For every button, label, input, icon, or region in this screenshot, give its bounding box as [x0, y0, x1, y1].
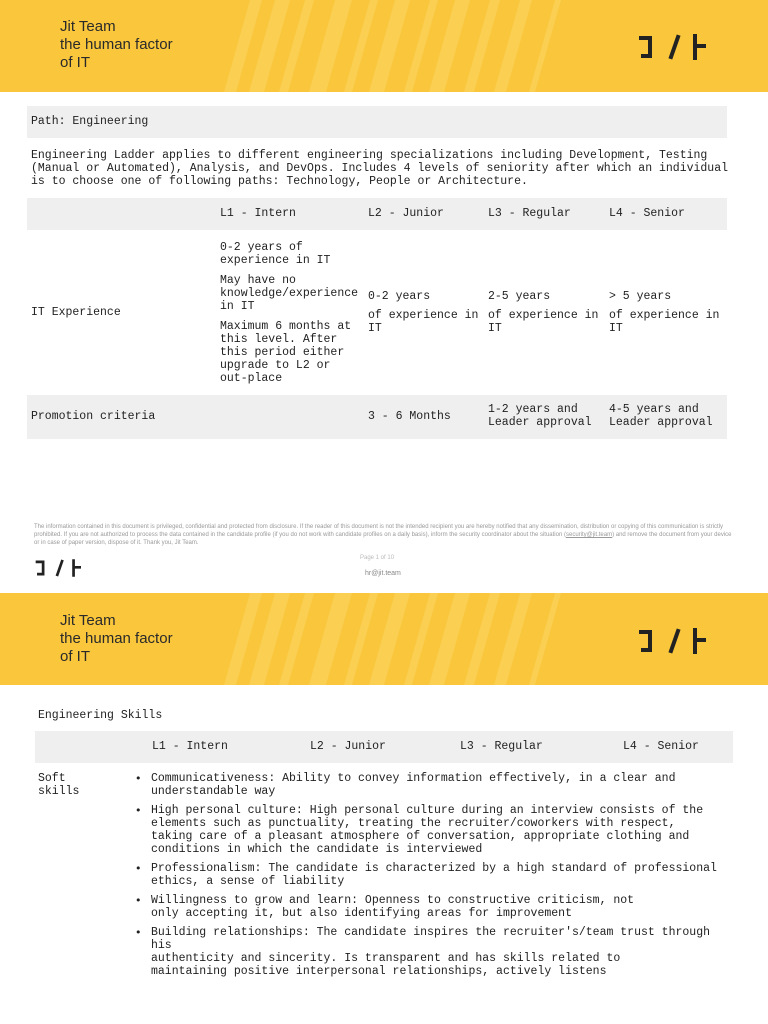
row-label: Promotion criteria: [31, 410, 156, 423]
table-cell: 2-5 years: [488, 290, 551, 303]
confidentiality-disclaimer: [34, 523, 734, 547]
brand-tagline-line: of IT: [60, 648, 91, 665]
table-cell: 1-2 years and Leader approval: [488, 403, 592, 429]
column-header: L1 - Intern: [152, 740, 228, 753]
security-email-link[interactable]: security@jit.team: [565, 532, 613, 538]
list-item: • Building relationships: The candidate inspires the recruiter's/team trust through his authenticity and sincerity. Is transparent and has skills related to maintaining positive interpersonal relationships, actively listens: [133, 926, 733, 978]
table-cell: 4-5 years and Leader approval: [609, 403, 713, 429]
disclaimer-text-end: ) and remove the document from your device or in case of paper version, dispose of it. Thank you, Jit Team.: [34, 532, 732, 546]
page-number: Page 1 of 10: [360, 555, 395, 561]
section-title: Engineering Skills: [38, 709, 163, 722]
footer-logo-icon: [35, 559, 81, 577]
intro-paragraph: Engineering Ladder applies to different engineering specializations including Development, Testing (Manual or Automated), Analysis, and DevOps. Includes 4 levels of seniority after which an individual is to choose one of following paths: Technology, People or Architecture.: [31, 149, 729, 188]
list-item: • Willingness to grow and learn: Openness to constructive criticism, not only accepting it, but also identifying areas for improvement: [133, 894, 733, 920]
column-header: L4 - Senior: [609, 207, 685, 220]
table-cell: 0-2 years of experience in IT: [220, 241, 331, 267]
footer-email-link[interactable]: hr@jit.team: [365, 570, 401, 577]
row-label: IT Experience: [31, 306, 121, 319]
jit-logo-icon: [638, 628, 706, 654]
table-cell: of experience in IT: [368, 309, 479, 335]
brand-tagline-line: the human factor: [60, 36, 173, 53]
table-cell: of experience in IT: [609, 309, 720, 335]
table-cell: 0-2 years: [368, 290, 431, 303]
column-header: L3 - Regular: [460, 740, 543, 753]
brand-name: Jit Team: [60, 18, 116, 35]
column-header: L1 - Intern: [220, 207, 296, 220]
row-label: Soft skills: [38, 772, 80, 798]
list-item: • Communicativeness: Ability to convey information effectively, in a clear and understandable way: [133, 772, 733, 798]
soft-skills-list: [133, 772, 733, 984]
column-header: L3 - Regular: [488, 207, 571, 220]
brand-tagline: [60, 612, 173, 666]
brand-tagline: [60, 18, 173, 72]
list-item: • Professionalism: The candidate is characterized by a high standard of professional ethics, a sense of liability: [133, 862, 733, 888]
header-banner: [0, 593, 768, 685]
brand-name: Jit Team: [60, 612, 116, 629]
table-cell: 3 - 6 Months: [368, 410, 451, 423]
header-banner: [0, 0, 768, 92]
column-header: L2 - Junior: [368, 207, 444, 220]
table-cell: of experience in IT: [488, 309, 599, 335]
table-cell: Maximum 6 months at this level. After this period either upgrade to L2 or out-place: [220, 320, 352, 385]
table-cell: > 5 years: [609, 290, 672, 303]
column-header: L2 - Junior: [310, 740, 386, 753]
table-cell: May have no knowledge/experience in IT: [220, 274, 359, 313]
brand-tagline-line: of IT: [60, 54, 91, 71]
column-header: L4 - Senior: [623, 740, 699, 753]
list-item: • High personal culture: High personal culture during an interview consists of the elements such as punctuality, treating the recruiter/coworkers with respect, taking care of a pleasant atmosphere of conversation, appropriate clothing and conditions in which the candidate is interviewed: [133, 804, 733, 856]
path-title: Path: Engineering: [31, 115, 149, 128]
brand-tagline-line: the human factor: [60, 630, 173, 647]
disclaimer-text: The information contained in this document is privileged, confidential and protected from disclosure. If the reader of this document is not the intended recipient you are hereby notified that any dissemination, distribution or copying of this communication is strictly prohibited. If you are not authorized to process the data contained in the candidate profile (if you do not work with candidate profiles on a daily basis), inform the security coordinator about the situation (: [34, 524, 724, 538]
jit-logo-icon: [638, 34, 706, 60]
